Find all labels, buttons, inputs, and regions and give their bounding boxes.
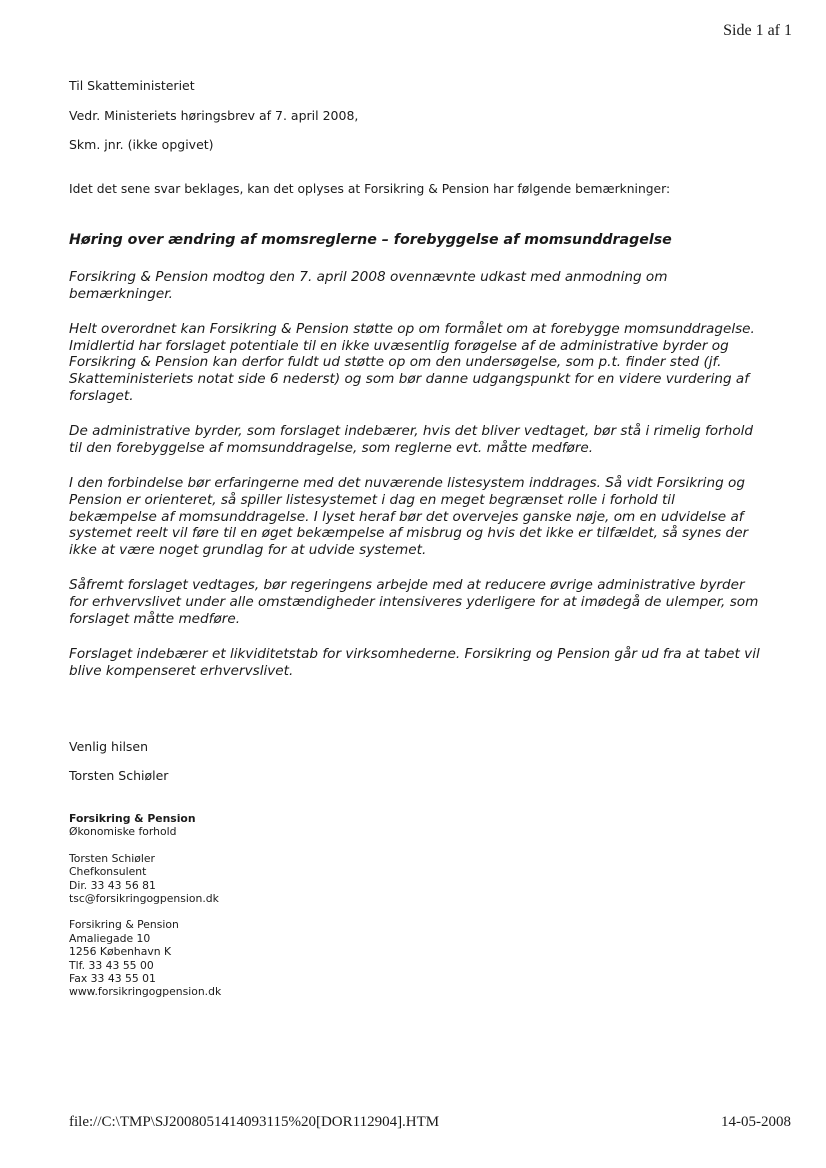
address-website: www.forsikringogpension.dk [69,985,222,999]
org-name: Forsikring & Pension [69,812,196,825]
paragraph-2 [69,321,791,404]
letter-header [69,78,358,167]
paragraph-line: forslaget. [69,387,134,404]
sender-name: Torsten Schiøler [69,768,169,783]
paragraph-line: bemærkninger. [69,285,173,302]
address-fax: Fax 33 43 55 01 [69,972,156,986]
address-phone: Tlf. 33 43 55 00 [69,958,154,972]
greeting: Venlig hilsen [69,739,149,754]
paragraph-line: til den forebyggelse af momsunddragelse, som reglerne evt. måtte medføre. [69,439,594,456]
paragraph-line: De administrative byrder, som forslaget indebærer, hvis det bliver vedtaget, bør stå i rimelig forhold [69,423,754,440]
paragraph-line: Helt overordnet kan Forsikring & Pension støtte op om formålet om at forebygge momsunddragelse. [69,321,755,338]
paragraph-line: I den forbindelse bør erfaringerne med det nuværende listesystem inddrages. Så vidt Forsikring og [69,475,745,492]
consultation-section [69,232,791,698]
file-path: file://C:\TMP\SJ2008051414093115%20[DOR112904].HTM [69,1114,440,1130]
paragraph-1 [69,269,791,302]
reference-line: Skm. jnr. (ikke opgivet) [69,137,214,152]
intro-line: Idet det sene svar beklages, kan det oplyses at Forsikring & Pension har følgende bemærkninger: [69,182,671,196]
section-title: Høring over ændring af momsreglerne – forebyggelse af momsunddragelse [69,232,672,248]
contact-title: Chefkonsulent [69,865,147,879]
paragraph-line: for erhvervslivet under alle omstændigheder intensiveres yderligere for at imødegå de ulemper, som [69,593,759,610]
paragraph-line: ikke at være noget grundlag for at udvide systemet. [69,541,427,558]
paragraph-line: blive kompenseret erhvervslivet. [69,662,294,679]
contact-phone: Dir. 33 43 56 81 [69,878,156,892]
contact-name: Torsten Schiøler [69,851,155,865]
paragraph-line: Pension er orienteret, så spiller listesystemet i dag en meget begrænset rolle i forhold til [69,491,675,508]
paragraph-line: Såfremt forslaget vedtages, bør regeringens arbejde med at reducere øvrige administrative byrder [69,577,745,594]
paragraph-3 [69,423,791,456]
department: Økonomiske forhold [69,825,177,839]
address-city: 1256 København K [69,945,172,959]
contact-email: tsc@forsikringogpension.dk [69,892,219,906]
paragraph-line: systemet reelt vil føre til en øget bekæmpelse af misbrug og hvis det ikke er tilfældet, så synes der [69,525,749,542]
signature-block [69,812,221,999]
address-street: Amaliegade 10 [69,931,151,945]
paragraph-5 [69,577,791,627]
subject-line: Vedr. Ministeriets høringsbrev af 7. april 2008, [69,107,359,123]
closing-block [69,739,168,797]
paragraph-line: Skatteministeriets notat side 6 nederst) og som bør danne udgangspunkt for en videre vurdering af [69,370,750,387]
paragraph-6 [69,646,791,679]
paragraph-line: forslaget måtte medføre. [69,610,241,627]
paragraph-line: bekæmpelse af momsunddragelse. I lyset heraf bør det overvejes ganske nøje, om en udvidelse af [69,508,744,525]
paragraph-4 [69,475,791,558]
paragraph-line: Imidlertid har forslaget potentiale til en ikke uvæsentlig forøgelse af de administrative byrder og [69,337,729,354]
paragraph-line: Forsikring & Pension modtog den 7. april 2008 ovennævnte udkast med anmodning om [69,269,668,285]
paragraph-line: Forslaget indebærer et likviditetstab for virksomhederne. Forsikring og Pension går ud fra at tabet vil [69,646,760,663]
page-number: Side 1 af 1 [723,22,792,39]
paragraph-line: Forsikring & Pension kan derfor fuldt ud støtte op om den undersøgelse, som p.t. finder sted (jf. [69,354,722,371]
print-date: 14-05-2008 [721,1114,791,1130]
recipient-line: Til Skatteministeriet [69,78,195,93]
address-org: Forsikring & Pension [69,918,179,932]
